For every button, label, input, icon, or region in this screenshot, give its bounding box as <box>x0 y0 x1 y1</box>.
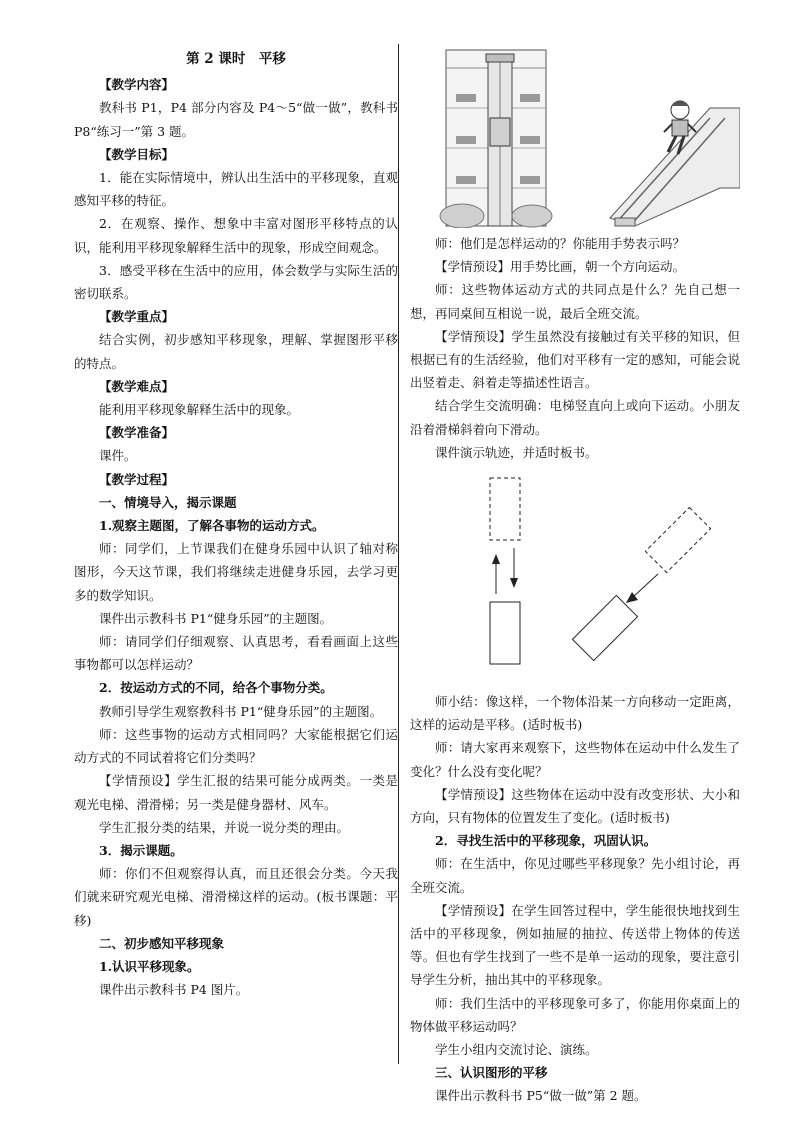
paragraph: 师：同学们，上节课我们在健身乐园中认识了轴对称图形，今天这节课，我们将继续走进健身乐园，去学习更多的数学知识。 <box>74 541 398 603</box>
section-heading: 三、认识图形的平移 <box>435 1065 548 1081</box>
paragraph: 师：在生活中，你见过哪些平移现象？先小组讨论，再全班交流。 <box>410 856 740 895</box>
illustration-svg <box>410 48 740 228</box>
paragraph: 师：他们是怎样运动的？你能用手势表示吗？ <box>435 236 686 251</box>
paragraph: 【学情预设】学生虽然没有接触过有关平移的知识，但根据已有的生活经验，他们对平移有一定的感知，可能会说出竖着走、斜着走等描述性语言。 <box>410 328 740 391</box>
paragraph: 课件。 <box>99 448 137 464</box>
paragraph: 师：请大家再来观察下，这些物体在运动中什么发生了变化？什么没有变化呢？ <box>410 740 740 779</box>
up-arrow-icon <box>492 554 500 594</box>
paragraph: 师：你们不但观察得认真，而且还很会分类。今天我们就来研究观光电梯、滑滑梯这样的运动。(板书课题：平移) <box>74 866 398 928</box>
paragraph: 【学情预设】用手势比画，朝一个方向运动。 <box>435 259 686 275</box>
elevator-start-dashed-rect <box>490 478 520 540</box>
translation-diagram <box>410 470 740 680</box>
paragraph: 师：我们生活中的平移现象可多了，你能用你桌面上的物体做平移运动吗？ <box>410 995 740 1034</box>
paragraph: 【学情预设】这些物体在运动中没有改变形状、大小和方向，只有物体的位置发生了变化。(适时板书) <box>410 786 740 826</box>
elevator-icon <box>486 54 514 226</box>
paragraph: 【学情预设】在学生回答过程中，学生能很快地找到生活中的平移现象，例如抽屉的抽拉、传送带上物体的传送等。但也有学生找到了一些不是单一运动的现象，要注意引导学生分析，抽出其中的平移现象。 <box>410 902 740 988</box>
section-heading: 二、初步感知平移现象 <box>99 935 225 951</box>
down-arrow-icon <box>510 548 518 588</box>
paragraph: 1．能在实际情境中，辨认出生活中的平移现象，直观感知平移的特征。 <box>74 170 398 209</box>
heading-key-points: 【教学重点】 <box>99 309 175 325</box>
diagonal-arrow-icon <box>626 574 658 603</box>
heading-difficulties: 【教学难点】 <box>99 378 175 394</box>
paragraph: 教师引导学生观察教科书 P1“健身乐园”的主题图。 <box>99 703 383 719</box>
paragraph: 师小结：像这样，一个物体沿某一方向移动一定距离，这样的运动是平移。(适时板书) <box>410 694 740 733</box>
paragraph: 学生小组内交流讨论、演练。 <box>435 1042 598 1058</box>
paragraph: 结合学生交流明确：电梯竖直向上或向下运动。小朋友沿着滑梯斜着向下滑动。 <box>410 398 740 437</box>
paragraph: 结合实例，初步感知平移现象，理解、掌握图形平移的特点。 <box>74 332 398 371</box>
paragraph: 【学情预设】学生汇报的结果可能分成两类。一类是观光电梯、滑滑梯；另一类是健身器材、风车。 <box>74 773 398 812</box>
left-column <box>74 48 398 1001</box>
section-heading: 一、情境导入，揭示课题 <box>99 494 237 510</box>
heading-content: 【教学内容】 <box>99 77 175 93</box>
heading-goals: 【教学目标】 <box>99 146 175 162</box>
slide-end-solid-rect <box>572 596 637 661</box>
subsection-heading: 2．寻找生活中的平移现象，巩固认识。 <box>435 833 657 849</box>
right-column <box>410 48 740 1108</box>
lesson-title: 第 2 课时 平移 <box>186 51 286 67</box>
subsection-heading: 1.认识平移现象。 <box>99 958 200 974</box>
paragraph: 师：这些事物的运动方式相同吗？大家能根据它们运动方式的不同试着将它们分类吗？ <box>74 726 398 766</box>
paragraph: 课件出示教科书 P1“健身乐园”的主题图。 <box>99 610 333 626</box>
paragraph: 课件演示轨迹，并适时板书。 <box>435 444 598 460</box>
paragraph: 3．感受平移在生活中的应用，体会数学与实际生活的密切联系。 <box>74 262 398 302</box>
elevator-slide-illustration <box>410 48 740 228</box>
paragraph: 能利用平移现象解释生活中的现象。 <box>99 402 300 418</box>
paragraph: 学生汇报分类的结果，并说一说分类的理由。 <box>99 819 350 835</box>
slide-start-dashed-rect <box>645 508 710 573</box>
paragraph: 2．在观察、操作、想象中丰富对图形平移特点的认识，能利用平移现象解释生活中的现象，形成空间观念。 <box>74 216 398 255</box>
subsection-heading: 3．揭示课题。 <box>99 842 183 858</box>
paragraph: 师：这些物体运动方式的共同点是什么？先自己想一想，再同桌间互相说一说，最后全班交流。 <box>410 282 740 321</box>
heading-process: 【教学过程】 <box>99 471 175 487</box>
paragraph: 师：请同学们仔细观察、认真思考，看看画面上这些事物都可以怎样运动？ <box>74 634 398 673</box>
subsection-heading: 1.观察主题图，了解各事物的运动方式。 <box>99 518 325 534</box>
subsection-heading: 2．按运动方式的不同，给各个事物分类。 <box>99 680 333 696</box>
elevator-end-solid-rect <box>490 602 520 664</box>
column-divider <box>398 44 399 1064</box>
heading-preparation: 【教学准备】 <box>99 425 175 441</box>
paragraph: 教科书 P1，P4 部分内容及 P4～5“做一做”，教科书 P8“练习一”第 3 题。 <box>74 100 398 139</box>
paragraph: 课件出示教科书 P4 图片。 <box>99 982 249 998</box>
paragraph: 课件出示教科书 P5“做一做”第 2 题。 <box>435 1088 647 1104</box>
translation-svg <box>410 470 740 680</box>
